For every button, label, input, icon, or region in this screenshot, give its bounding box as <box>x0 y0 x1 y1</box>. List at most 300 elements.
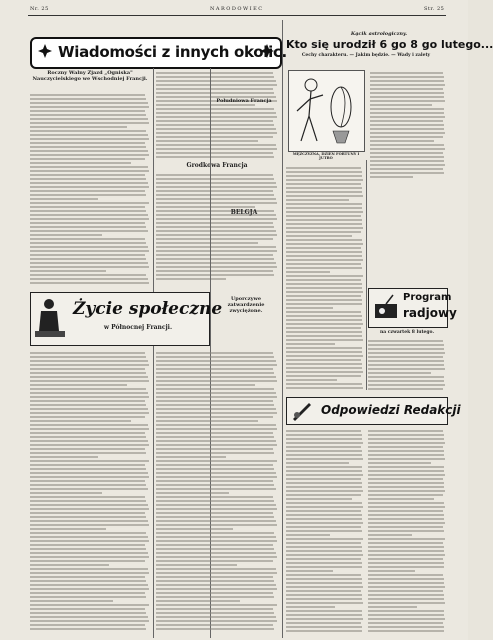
text-line <box>30 206 145 208</box>
text-line <box>370 88 443 90</box>
text-line <box>30 552 148 554</box>
text-line <box>30 186 149 188</box>
text-line <box>156 468 274 470</box>
text-line <box>370 76 444 78</box>
text-line <box>156 500 274 502</box>
text-line <box>156 262 276 264</box>
text-line <box>286 434 362 436</box>
text-line <box>368 570 415 572</box>
text-line <box>286 223 362 225</box>
text-line <box>30 468 146 470</box>
text-line <box>368 514 444 516</box>
text-line <box>156 584 276 586</box>
text-line <box>156 428 277 430</box>
text-line <box>30 520 148 522</box>
text-line <box>156 246 276 248</box>
text-line <box>286 534 330 536</box>
text-line <box>156 560 273 562</box>
text-line <box>156 576 273 578</box>
text-line <box>370 120 443 122</box>
text-line <box>368 364 444 366</box>
text-line <box>156 532 274 534</box>
text-line <box>30 246 148 248</box>
text-line <box>30 150 148 152</box>
text-line <box>286 502 362 504</box>
text-line <box>286 247 361 249</box>
radio-antenna-icon <box>373 294 399 320</box>
text-line <box>370 164 445 166</box>
text-line <box>156 628 274 630</box>
text-line <box>368 376 444 378</box>
text-line <box>368 610 444 612</box>
text-line <box>370 108 444 110</box>
text-line <box>156 620 277 622</box>
text-line <box>368 510 443 512</box>
text-line <box>30 432 145 434</box>
text-line <box>286 263 361 265</box>
radio-banner <box>368 288 457 328</box>
text-line <box>30 202 149 204</box>
text-line <box>156 424 276 426</box>
text-line <box>286 438 362 440</box>
page-number-left: Nr. 25 <box>30 6 49 12</box>
text-line <box>286 506 363 508</box>
text-line <box>30 596 146 598</box>
text-line <box>370 168 443 170</box>
text-line <box>30 584 148 586</box>
text-line <box>368 578 444 580</box>
text-line <box>286 578 362 580</box>
text-line <box>286 446 361 448</box>
text-line <box>156 148 277 150</box>
text-line <box>30 162 131 164</box>
text-line <box>286 618 363 620</box>
article-body <box>156 350 278 630</box>
text-line <box>30 592 145 594</box>
text-line <box>30 564 109 566</box>
text-line <box>30 270 106 272</box>
text-line <box>286 203 362 205</box>
text-line <box>370 80 444 82</box>
text-line <box>286 510 361 512</box>
text-line <box>286 498 352 500</box>
text-line <box>30 512 145 514</box>
text-line <box>156 448 273 450</box>
horoscope-illustration <box>288 70 365 152</box>
text-line <box>156 484 274 486</box>
horoscope-subtitle: Cechy charakteru. — Jakim będzie. — Wady i zalety <box>301 53 431 58</box>
header-rule <box>28 15 446 16</box>
text-line <box>30 620 149 622</box>
text-line <box>156 152 273 154</box>
text-line <box>156 112 276 114</box>
text-line <box>30 480 145 482</box>
text-line <box>30 158 145 160</box>
text-line <box>370 96 444 98</box>
text-line <box>30 604 149 606</box>
text-line <box>30 126 127 128</box>
text-line <box>286 494 361 496</box>
text-line <box>30 234 102 236</box>
text-line <box>368 566 444 568</box>
text-line <box>30 544 145 546</box>
text-line <box>286 239 362 241</box>
text-line <box>156 508 277 510</box>
text-line <box>30 456 98 458</box>
text-line <box>368 538 445 540</box>
text-line <box>286 462 349 464</box>
text-line <box>156 456 226 458</box>
text-line <box>156 564 237 566</box>
editorial-banner <box>286 397 461 425</box>
text-line <box>156 572 277 574</box>
text-line <box>156 440 276 442</box>
text-line <box>156 108 274 110</box>
text-line <box>368 554 445 556</box>
article-body <box>30 92 150 287</box>
text-line <box>368 550 444 552</box>
text-line <box>156 144 276 146</box>
text-line <box>286 183 361 185</box>
text-line <box>156 432 273 434</box>
text-line <box>156 472 276 474</box>
text-line <box>156 250 277 252</box>
text-line <box>286 291 363 293</box>
text-line <box>368 526 443 528</box>
text-line <box>286 191 362 193</box>
text-line <box>368 446 443 448</box>
article-body <box>30 350 150 630</box>
text-line <box>368 442 445 444</box>
text-line <box>368 466 444 468</box>
text-line <box>30 492 102 494</box>
text-line <box>30 628 146 630</box>
text-line <box>30 254 145 256</box>
text-line <box>368 598 444 600</box>
text-line <box>286 311 361 313</box>
text-line <box>286 227 363 229</box>
text-line <box>30 258 146 260</box>
text-line <box>286 271 330 273</box>
text-line <box>370 172 444 174</box>
text-line <box>156 238 273 240</box>
text-line <box>286 622 361 624</box>
text-line <box>30 488 148 490</box>
text-line <box>30 122 149 124</box>
radio-title-1: Program <box>403 292 452 303</box>
text-line <box>30 472 148 474</box>
text-line <box>370 136 443 138</box>
text-line <box>156 412 277 414</box>
text-line <box>30 568 148 570</box>
text-line <box>30 154 149 156</box>
text-line <box>286 570 333 572</box>
text-line <box>30 460 149 462</box>
text-line <box>286 490 363 492</box>
text-line <box>156 120 273 122</box>
text-line <box>30 580 146 582</box>
article-title: Grodkowa Francja <box>186 162 248 169</box>
text-line <box>286 275 363 277</box>
text-line <box>286 383 362 385</box>
text-line <box>286 454 362 456</box>
text-line <box>368 356 443 358</box>
text-line <box>156 568 276 570</box>
text-line <box>368 462 431 464</box>
text-line <box>156 364 277 366</box>
text-line <box>30 464 145 466</box>
text-line <box>156 556 277 558</box>
text-line <box>368 546 444 548</box>
text-line <box>156 194 274 196</box>
text-line <box>370 128 444 130</box>
text-line <box>156 600 240 602</box>
text-line <box>368 594 444 596</box>
text-line <box>286 478 361 480</box>
text-line <box>30 102 148 104</box>
news-section-title: Wiadomości z innych okolic. <box>58 43 287 61</box>
text-line <box>156 488 276 490</box>
text-line <box>368 502 444 504</box>
text-line <box>30 134 148 136</box>
text-line <box>30 484 146 486</box>
text-line <box>286 315 362 317</box>
text-line <box>30 194 146 196</box>
text-line <box>370 132 445 134</box>
text-line <box>30 146 146 148</box>
text-line <box>156 588 277 590</box>
text-line <box>286 526 361 528</box>
article-title: Południowa Francja <box>216 98 272 104</box>
text-line <box>156 520 276 522</box>
text-line <box>156 624 273 626</box>
text-line <box>30 404 146 406</box>
article-title: Uporczywe zatwardzenie zwyciężone. <box>227 296 265 314</box>
editorial-title: Odpowiedzi Redakcji <box>321 403 461 417</box>
text-line <box>30 548 146 550</box>
text-line <box>30 110 145 112</box>
text-line <box>286 267 362 269</box>
text-line <box>156 80 276 82</box>
text-line <box>370 72 443 74</box>
text-line <box>286 351 362 353</box>
text-line <box>286 299 362 301</box>
text-line <box>370 112 444 114</box>
text-line <box>286 379 337 381</box>
text-line <box>370 148 445 150</box>
text-line <box>30 198 98 200</box>
text-line <box>286 295 361 297</box>
text-line <box>286 586 363 588</box>
text-line <box>286 630 362 632</box>
text-line <box>30 182 148 184</box>
text-line <box>286 207 362 209</box>
text-line <box>30 94 145 96</box>
text-line <box>30 114 146 116</box>
text-line <box>286 562 362 564</box>
text-line <box>30 174 145 176</box>
text-line <box>286 530 362 532</box>
text-line <box>30 356 146 358</box>
text-line <box>286 538 363 540</box>
text-line <box>156 218 277 220</box>
text-line <box>156 480 273 482</box>
text-line <box>156 206 255 208</box>
text-line <box>156 516 274 518</box>
text-line <box>156 380 277 382</box>
text-line <box>368 542 443 544</box>
text-line <box>286 614 362 616</box>
text-line <box>286 458 363 460</box>
text-line <box>286 442 363 444</box>
text-line <box>286 466 362 468</box>
text-line <box>30 376 148 378</box>
article-body <box>286 165 364 390</box>
text-line <box>156 104 255 106</box>
text-line <box>368 388 443 390</box>
text-line <box>156 452 274 454</box>
text-line <box>30 278 148 280</box>
text-line <box>286 279 361 281</box>
text-line <box>286 231 361 233</box>
text-line <box>156 476 277 478</box>
text-line <box>30 500 146 502</box>
text-line <box>286 626 362 628</box>
text-line <box>156 270 273 272</box>
text-line <box>368 630 444 632</box>
text-line <box>30 166 148 168</box>
text-line <box>368 344 444 346</box>
text-line <box>286 199 349 201</box>
text-line <box>30 400 145 402</box>
text-line <box>30 368 145 370</box>
article-body <box>368 428 446 633</box>
text-line <box>368 590 443 592</box>
article-body <box>370 70 446 180</box>
text-line <box>30 266 149 268</box>
text-line <box>286 243 363 245</box>
article-body <box>156 70 278 160</box>
text-line <box>286 598 362 600</box>
text-line <box>286 219 362 221</box>
text-line <box>368 522 445 524</box>
text-line <box>30 560 145 562</box>
text-line <box>30 428 149 430</box>
text-line <box>370 140 434 142</box>
text-line <box>370 116 445 118</box>
text-line <box>286 367 362 369</box>
text-line <box>286 375 361 377</box>
text-line <box>156 536 276 538</box>
text-line <box>156 396 277 398</box>
text-line <box>368 384 445 386</box>
text-line <box>156 512 273 514</box>
text-line <box>30 364 149 366</box>
text-line <box>368 352 445 354</box>
text-line <box>156 400 273 402</box>
text-line <box>368 474 445 476</box>
text-line <box>30 448 145 450</box>
radio-day: na czwartek 8 lutego. <box>379 330 435 335</box>
text-line <box>286 518 362 520</box>
text-line <box>156 404 274 406</box>
text-line <box>30 384 127 386</box>
text-line <box>286 255 362 257</box>
text-line <box>286 235 352 237</box>
text-line <box>156 356 274 358</box>
text-line <box>30 612 146 614</box>
text-line <box>368 454 444 456</box>
text-line <box>156 278 226 280</box>
text-line <box>286 558 361 560</box>
text-line <box>156 528 233 530</box>
text-line <box>30 424 148 426</box>
text-line <box>368 558 443 560</box>
text-line <box>30 476 149 478</box>
text-line <box>30 412 149 414</box>
text-line <box>156 140 258 142</box>
text-line <box>30 214 148 216</box>
text-line <box>368 606 417 608</box>
text-line <box>286 550 362 552</box>
text-line <box>156 372 274 374</box>
text-line <box>30 436 146 438</box>
text-line <box>370 84 445 86</box>
text-line <box>156 444 277 446</box>
text-line <box>368 614 444 616</box>
text-line <box>30 230 148 232</box>
text-line <box>156 360 276 362</box>
text-line <box>286 211 363 213</box>
text-line <box>368 490 445 492</box>
text-line <box>156 460 277 462</box>
text-line <box>30 444 149 446</box>
text-line <box>368 626 444 628</box>
text-line <box>156 156 274 158</box>
social-subtitle: w Północnej Francji. <box>103 324 173 331</box>
text-line <box>156 544 273 546</box>
text-line <box>30 372 146 374</box>
text-line <box>370 124 444 126</box>
text-line <box>156 222 273 224</box>
text-line <box>286 343 335 345</box>
text-line <box>286 387 363 389</box>
text-line <box>368 562 444 564</box>
text-line <box>30 600 113 602</box>
text-line <box>156 616 276 618</box>
text-line <box>30 218 149 220</box>
text-line <box>286 450 362 452</box>
text-line <box>156 136 273 138</box>
horoscope-title: Kto się urodził 6 go 8 go lutego... <box>286 38 493 51</box>
illustration-caption: MĘŻCZYZNA, DZIEŃ FORTUNY I JUTRO <box>292 152 360 160</box>
text-line <box>286 582 362 584</box>
text-line <box>286 259 363 261</box>
text-line <box>286 514 362 516</box>
text-line <box>368 360 444 362</box>
text-line <box>156 596 274 598</box>
text-line <box>30 210 146 212</box>
text-line <box>286 167 361 169</box>
text-line <box>156 202 277 204</box>
text-line <box>368 574 443 576</box>
text-line <box>30 588 149 590</box>
paper-name: NARODOWIEC <box>210 6 264 12</box>
text-line <box>156 352 273 354</box>
text-line <box>30 190 145 192</box>
text-line <box>286 175 362 177</box>
text-line <box>30 106 149 108</box>
